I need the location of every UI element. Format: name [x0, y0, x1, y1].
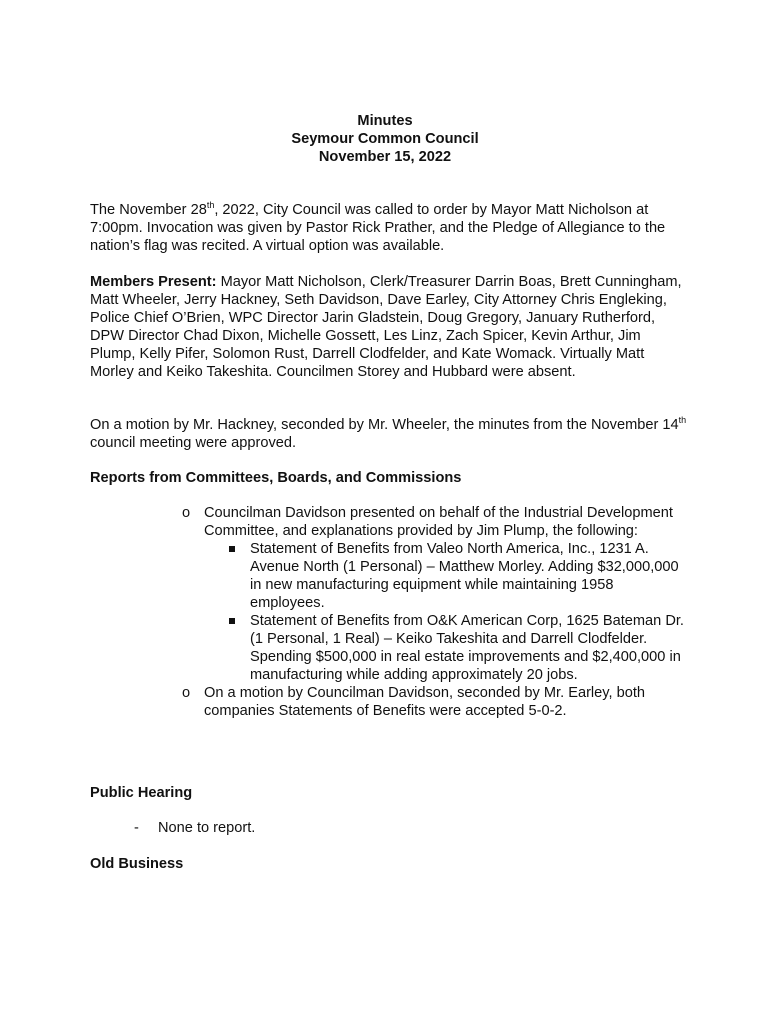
reports-item-2-text: On a motion by Councilman Davidson, seconded by Mr. Earley, both companies Statements of Benefits were accepted 5-0-2.: [204, 685, 646, 719]
reports-list: [178, 504, 688, 720]
old-business-heading: Old Business: [90, 856, 184, 872]
intro-superscript: th: [206, 200, 215, 211]
public-hearing-list: [134, 819, 255, 837]
circle-bullet-icon: o: [182, 505, 191, 521]
reports-sub-1-text: Statement of Benefits from Valeo North America, Inc., 1231 A. Avenue North (1 Personal) – Matthew Morley. Adding $32,000,000 in new manufacturing equipment while maintaining 1958 employees.: [250, 541, 679, 611]
motion-paragraph: [90, 416, 690, 452]
members-paragraph: [90, 273, 690, 381]
list-item: [204, 540, 688, 612]
square-bullet-icon: [229, 546, 235, 552]
intro-paragraph: [90, 201, 690, 255]
list-item: [178, 684, 688, 720]
motion-text-start: On a motion by Mr. Hackney, seconded by Mr. Wheeler, the minutes from the November 14: [90, 417, 679, 433]
header-title: Minutes: [357, 113, 413, 129]
intro-text-end: , 2022, City Council was called to order by Mayor Matt Nicholson at 7:00pm. Invocation was given by Pastor Rick Prather, and the Pledge of Allegiance to the nation’s flag was recited. A virtual option was available.: [90, 202, 666, 254]
circle-bullet-icon: o: [182, 685, 191, 701]
dash-bullet-icon: -: [134, 820, 139, 836]
header-body-name: Seymour Common Council: [291, 131, 479, 147]
list-item: [204, 612, 688, 684]
reports-sub-2-text: Statement of Benefits from O&K American Corp, 1625 Bateman Dr. (1 Personal, 1 Real) – Keiko Takeshita and Darrell Clodfelder. Spending $500,000 in real estate improvements and $2,400,000 in manufacturing while adding approximately 20 jobs.: [250, 613, 684, 683]
intro-text-start: The November 28: [90, 202, 207, 218]
members-text: Mayor Matt Nicholson, Clerk/Treasurer Darrin Boas, Brett Cunningham, Matt Wheeler, Jerry Hackney, Seth Davidson, Dave Earley, City Attorney Chris Engleking, Police Chief O’Brien, WPC Director Jarin Gladstein, Doug Gregory, January Rutherford, DPW Director Chad Dixon, Michelle Gossett, Les Linz, Zach Spicer, Kevin Arthur, Jim Plump, Kelly Pifer, Solomon Rust, Darrell Clodfelder, and Kate Womack. Virtually Matt Morley and Keiko Takeshita. Councilmen Storey and Hubbard were absent.: [90, 274, 682, 380]
public-hearing-heading: Public Hearing: [90, 785, 193, 801]
reports-sublist: [204, 540, 688, 684]
square-bullet-icon: [229, 618, 235, 624]
motion-superscript: th: [678, 415, 687, 426]
reports-heading: Reports from Committees, Boards, and Commissions: [90, 470, 462, 486]
document-header: [0, 112, 770, 166]
public-hearing-item: None to report.: [158, 820, 256, 836]
reports-item-1-text: Councilman Davidson presented on behalf of the Industrial Development Committee, and explanations provided by Jim Plump, the following:: [204, 505, 673, 539]
members-label: Members Present:: [90, 274, 217, 290]
motion-text-end: council meeting were approved.: [90, 435, 297, 451]
header-date: November 15, 2022: [318, 149, 452, 165]
list-item: [178, 504, 688, 684]
